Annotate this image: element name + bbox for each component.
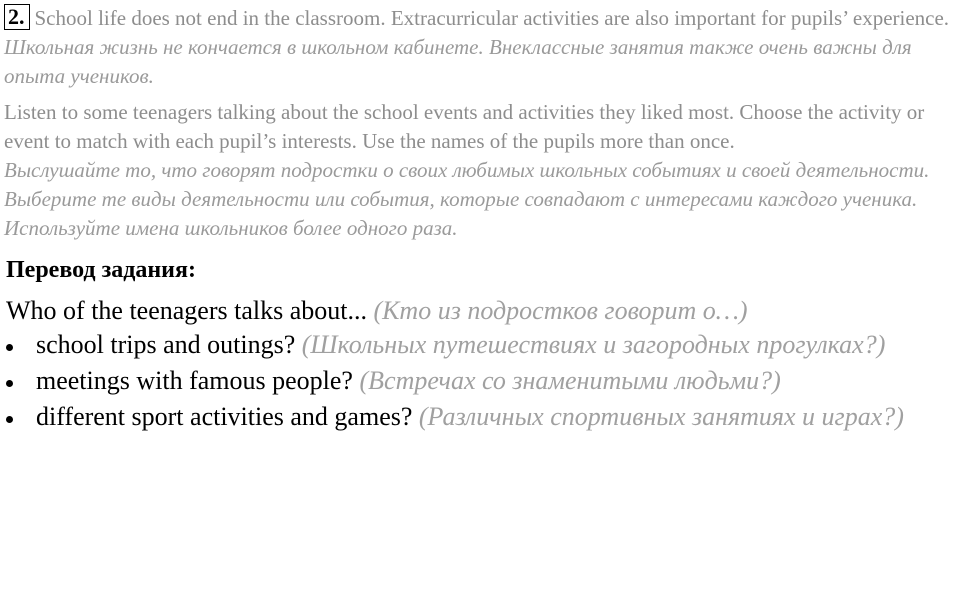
translation-question bbox=[6, 294, 952, 328]
question-ru: (Кто из подростков говорит о…) bbox=[373, 296, 748, 325]
translation-heading: Перевод задания: bbox=[6, 257, 196, 283]
list-item-ru: (Школьных путешествиях и загородных прогулках?) bbox=[301, 330, 886, 359]
question-en: Who of the teenagers talks about... bbox=[6, 296, 367, 325]
bullet-icon bbox=[6, 380, 13, 387]
task-instructions bbox=[4, 4, 952, 243]
question-list bbox=[4, 328, 952, 434]
task-paragraph-2-en: Listen to some teenagers talking about the school events and activities they liked most. Choose the activity or event to match with each pupil’s interests. Use the names of the pupils more than once. bbox=[4, 100, 925, 153]
list-item-en: different sport activities and games? bbox=[36, 402, 413, 431]
list-item-en: school trips and outings? bbox=[36, 330, 296, 359]
task-paragraph-2 bbox=[4, 98, 952, 243]
task-paragraph-1-ru: Школьная жизнь не кончается в школьном кабинете. Внеклассные занятия также очень важны для опыта учеников. bbox=[4, 35, 912, 88]
list-item-ru: (Различных спортивных занятиях и играх?) bbox=[418, 402, 904, 431]
list-item bbox=[4, 400, 952, 434]
list-item bbox=[4, 328, 952, 362]
task-paragraph-2-ru: Выслушайте то, что говорят подростки о своих любимых школьных событиях и своей деятельности. Выберите те виды деятельности или события, которые совпадают с интересами каждого ученика. Используйте имена школьников более одного раза. bbox=[4, 158, 930, 240]
task-paragraph-1 bbox=[4, 4, 952, 91]
task-paragraph-1-en: School life does not end in the classroom. Extracurricular activities are also important for pupils’ experience. bbox=[34, 6, 950, 30]
list-item-en: meetings with famous people? bbox=[36, 366, 353, 395]
bullet-icon bbox=[6, 416, 13, 423]
bullet-icon bbox=[6, 344, 13, 351]
list-item-ru: (Встречах со знаменитыми людьми?) bbox=[359, 366, 781, 395]
task-number-box: 2. bbox=[4, 4, 30, 30]
list-item bbox=[4, 364, 952, 398]
